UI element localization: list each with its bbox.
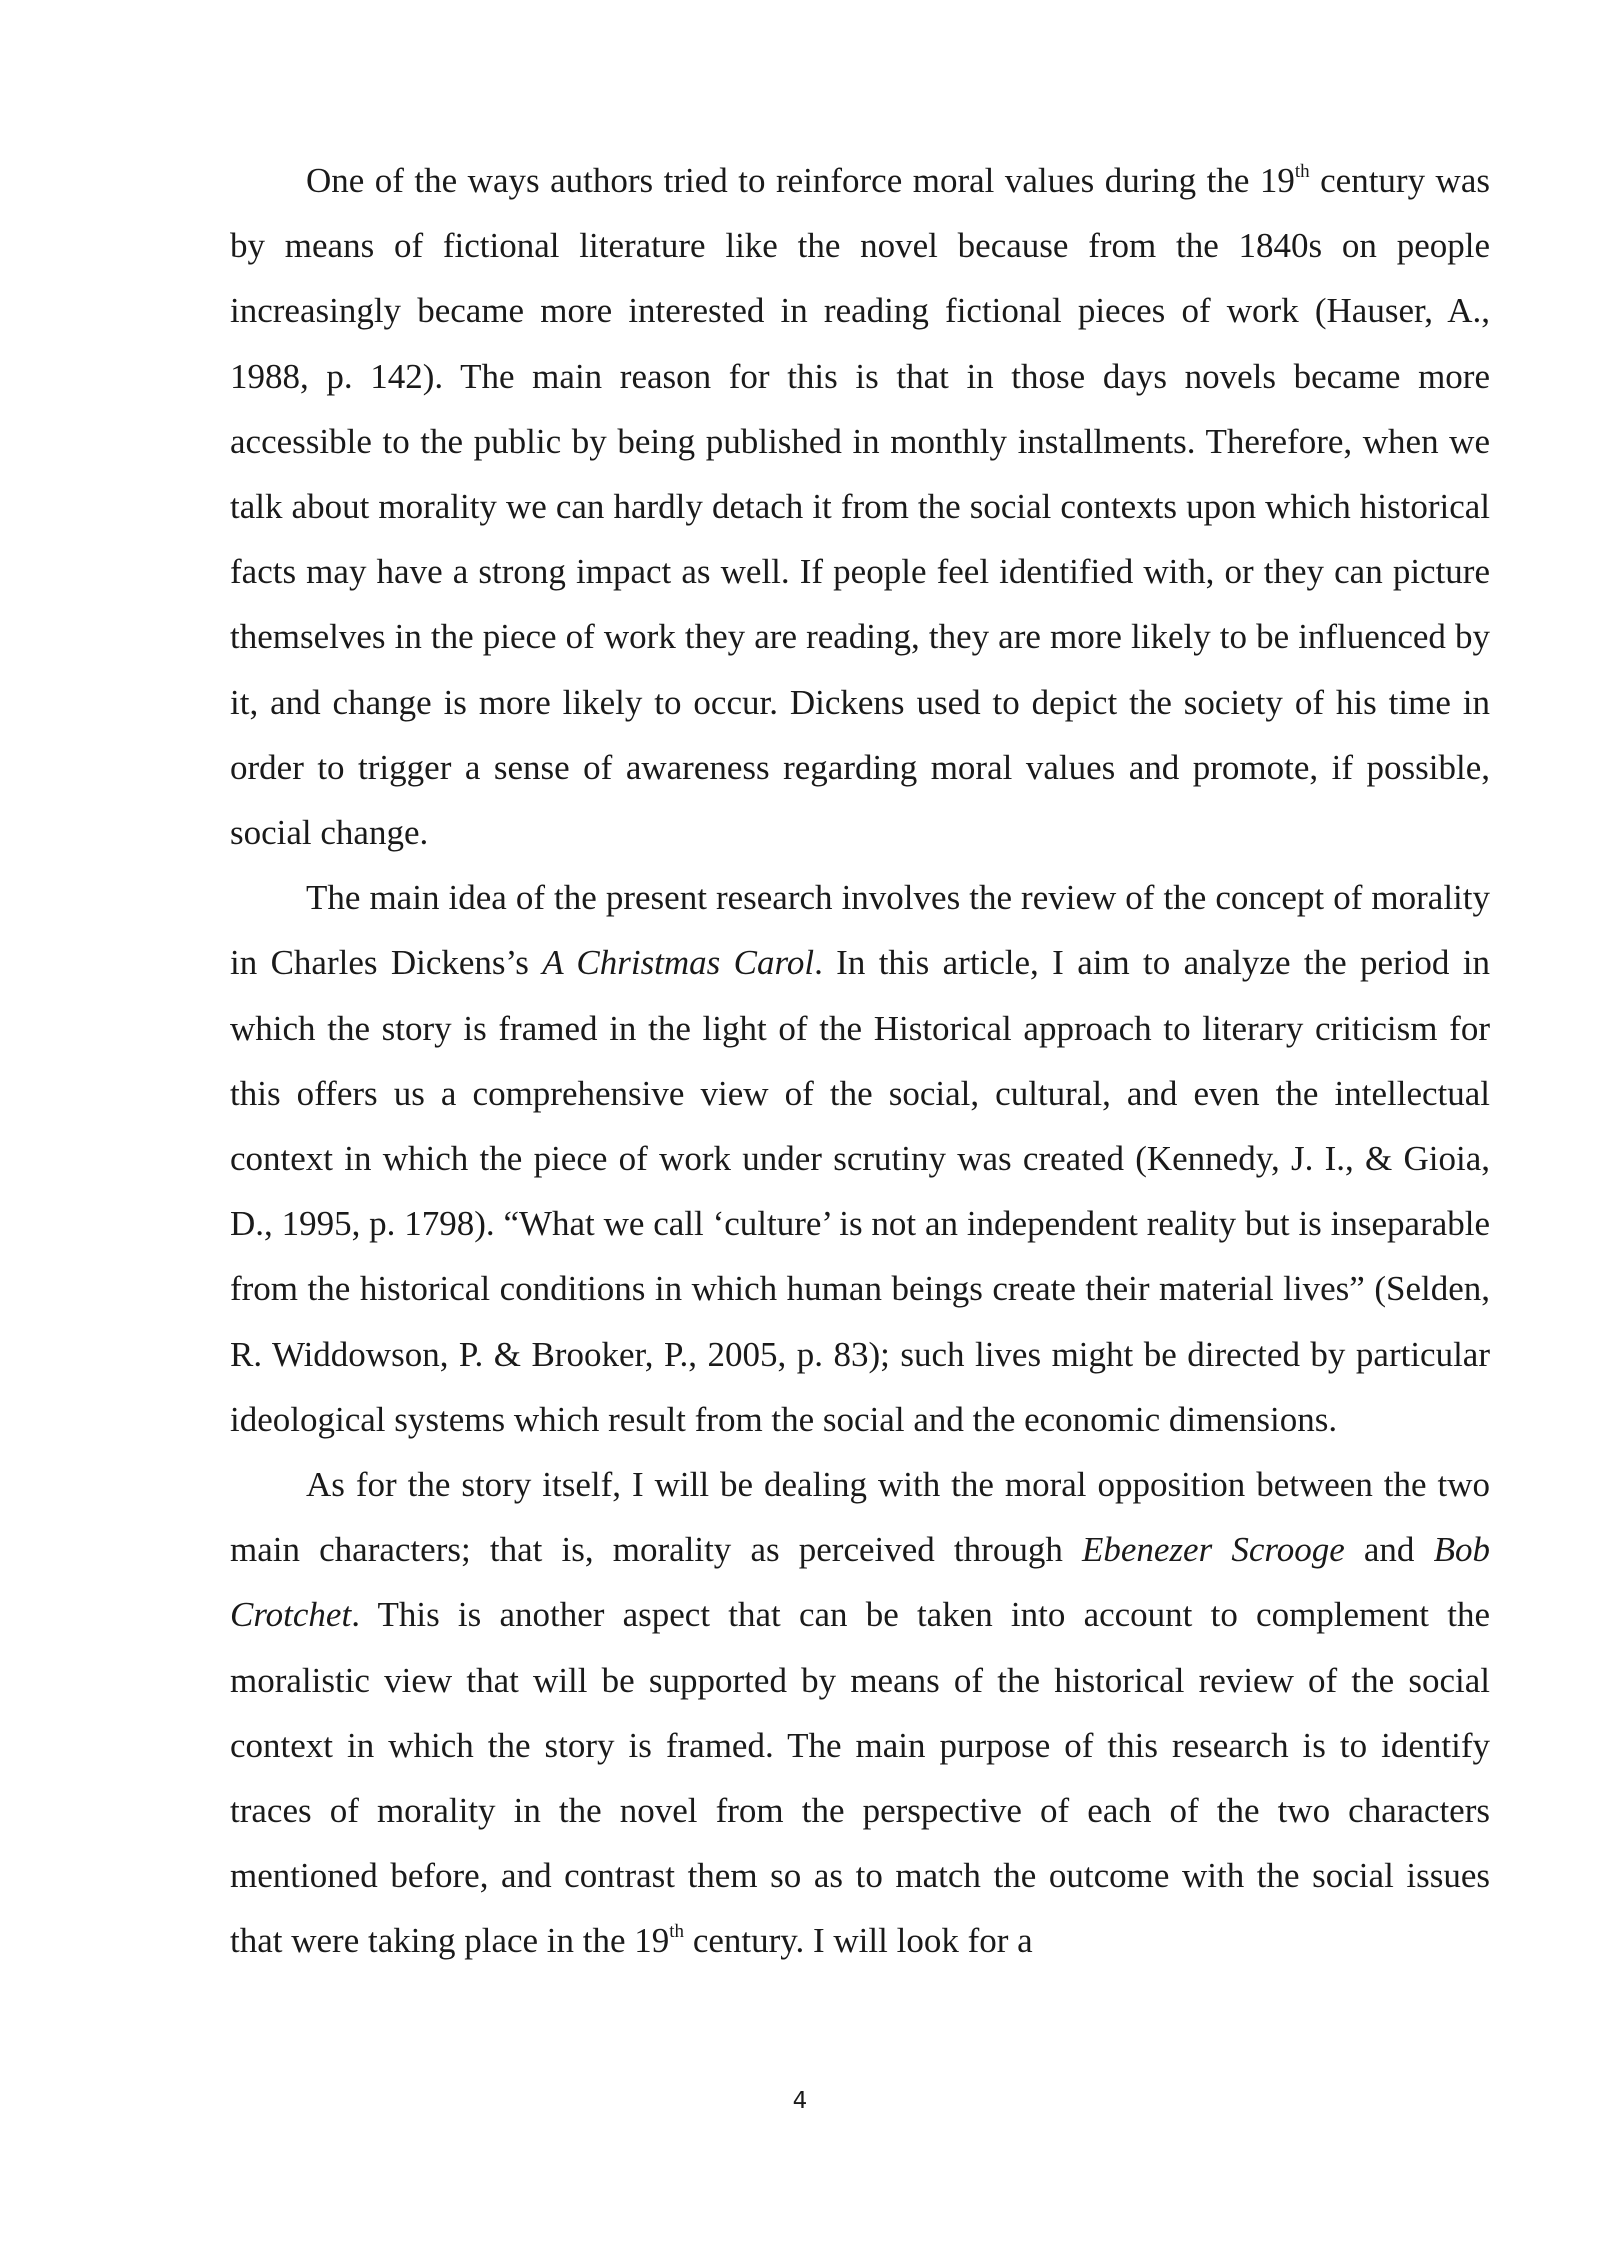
paragraph-1-segment: century was by means of fictional literature like the novel because from the 1840s on people increasingly became more interested in reading fictional pieces of work (Hauser, A., 1988, p. 142). The main reason for this is that in those days novels became more accessible to the public by being published in monthly installments. Therefore, when we talk about morality we can hardly detach it from the social contexts upon which historical facts may have a strong impact as well. If people feel identified with, or they can picture themselves in the piece of work they are reading, they are more likely to be influenced by it, and change is more likely to occur. Dickens used to depict the society of his time in order to trigger a sense of awareness regarding moral values and promote, if possible, social change. [230,161,1490,853]
page-number: 4 [792,2088,808,2114]
character-name-italic: Bob Crotchet [230,1530,1490,1635]
paragraph-3 [230,1452,1490,1974]
paragraph-2 [230,865,1490,1452]
paragraph-2-segment: The main idea of the present research involves the review of the concept of morality in Charles Dickens’s [230,878,1490,983]
ordinal-superscript: th [669,1921,685,1943]
paragraph-3-segment: century. I will look for a [684,1921,1033,1961]
paragraph-1 [230,148,1490,865]
ordinal-superscript: th [1294,161,1310,182]
paragraph-2-segment: . In this article, I aim to analyze the period in which the story is framed in the light of the Historical approach to literary criticism for this offers us a comprehensive view of the social, cultural, and even the intellectual context in which the piece of work under scrutiny was created (Kennedy, J. I., & Gioia, D., 1995, p. 1798). “What we call ‘culture’ is not an independent reality but is inseparable from the historical conditions in which human beings create their material lives” (Selden, R. Widdowson, P. & Brooker, P., 2005, p. 83); such lives might be directed by particular ideological systems which result from the social and the economic dimensions. [230,943,1490,1439]
character-name-italic: Ebenezer Scrooge [1081,1530,1345,1570]
paragraph-3-segment: and [1344,1530,1434,1570]
paragraph-3-segment: . This is another aspect that can be taken into account to complement the moralistic view that will be supported by means of the historical review of the social context in which the story is framed. The main purpose of this research is to identify traces of morality in the novel from the perspective of each of the two characters mentioned before, and contrast them so as to match the outcome with the social issues that were taking place in the 19 [230,1595,1490,1961]
paragraph-1-segment: One of the ways authors tried to reinforce moral values during the 19 [306,161,1295,200]
body-text [230,148,1490,1974]
book-title-italic: A Christmas Carol [542,943,815,983]
paragraph-3-segment: As for the story itself, I will be dealing with the moral opposition between the two main characters; that is, morality as perceived through [230,1465,1490,1570]
